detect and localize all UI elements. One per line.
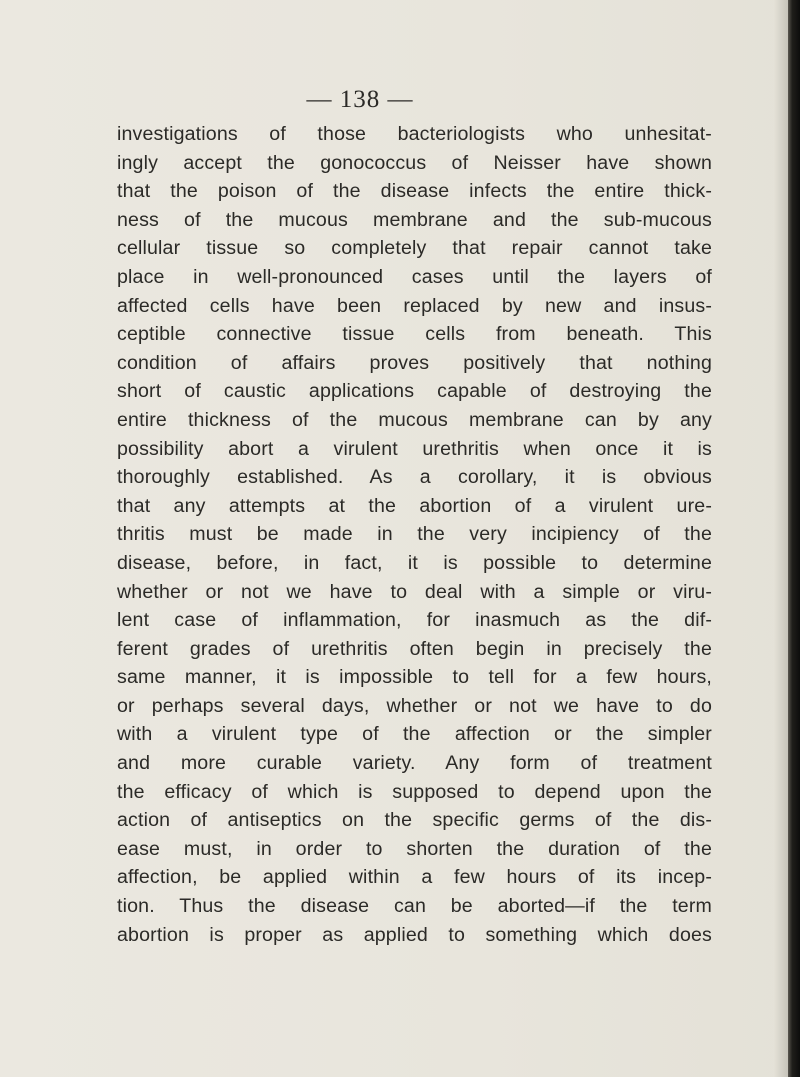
text-line: disease, before, in fact, it is possible to determine — [117, 551, 712, 574]
page-number: — 138 — — [306, 86, 414, 113]
book-binding-edge — [788, 0, 800, 1077]
text-line: thritis must be made in the very incipiency of the — [117, 523, 712, 546]
text-line: ness of the mucous membrane and the sub-mucous — [117, 208, 712, 231]
text-line: affection, be applied within a few hours of its incep- — [117, 866, 712, 889]
text-line: the efficacy of which is supposed to depend upon the — [117, 780, 712, 803]
text-line: and more curable variety. Any form of treatment — [117, 752, 712, 775]
text-line: that the poison of the disease infects the entire thick- — [117, 180, 712, 203]
text-line: or perhaps several days, whether or not we have to do — [117, 694, 712, 717]
text-line: cellular tissue so completely that repair cannot take — [117, 237, 712, 260]
text-line: ferent grades of urethritis often begin in precisely the — [117, 637, 712, 660]
text-line: condition of affairs proves positively that nothing — [117, 351, 712, 374]
text-line: short of caustic applications capable of destroying the — [117, 380, 712, 403]
text-line: thoroughly established. As a corollary, it is obvious — [117, 466, 712, 489]
text-line: ingly accept the gonococcus of Neisser have shown — [117, 151, 712, 174]
text-line: tion. Thus the disease can be aborted—if the term — [117, 895, 712, 918]
text-line: affected cells have been replaced by new and insus- — [117, 294, 712, 317]
text-line: same manner, it is impossible to tell for a few hours, — [117, 666, 712, 689]
text-line: entire thickness of the mucous membrane can by any — [117, 408, 712, 431]
text-line: lent case of inflammation, for inasmuch as the dif- — [117, 609, 712, 632]
text-line: investigations of those bacteriologists who unhesitat- — [117, 123, 712, 145]
text-line: abortion is proper as applied to something which does — [117, 923, 712, 946]
text-line: possibility abort a virulent urethritis when once it is — [117, 437, 712, 460]
body-text — [117, 120, 712, 949]
text-line: action of antiseptics on the specific germs of the dis- — [117, 809, 712, 832]
text-line: whether or not we have to deal with a simple or viru- — [117, 580, 712, 603]
binding-shadow — [774, 0, 788, 1077]
text-line: that any attempts at the abortion of a virulent ure- — [117, 494, 712, 517]
text-line: ceptible connective tissue cells from beneath. This — [117, 323, 712, 346]
text-line: place in well-pronounced cases until the layers of — [117, 265, 712, 288]
text-line: ease must, in order to shorten the duration of the — [117, 837, 712, 860]
text-line: with a virulent type of the affection or the simpler — [117, 723, 712, 746]
